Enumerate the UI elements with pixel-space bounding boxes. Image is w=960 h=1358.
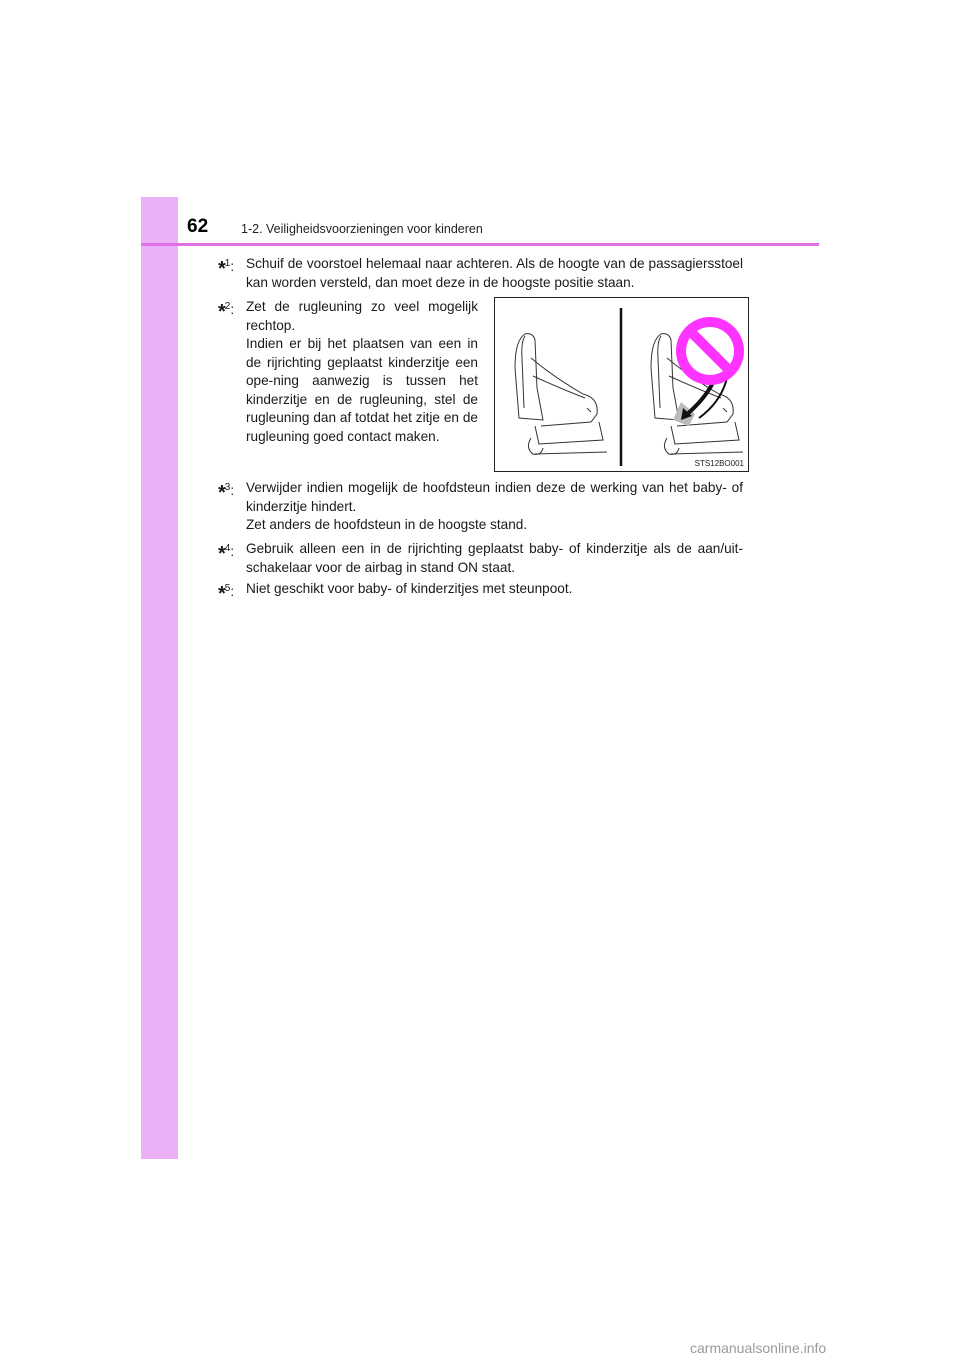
watermark: carmanualsonline.info [690, 1340, 827, 1356]
footnote-text: Zet de rugleuning zo veel mogelijk rechtop. [246, 299, 478, 333]
seat-illustration [494, 297, 749, 472]
footnote-text: Gebruik alleen een in de rijrichting geplaatst baby- of kinderzitje als de aan/uit-schakelaar voor de airbag in stand ON staat. [246, 541, 743, 575]
footnote-marker: *$^3$: [218, 482, 235, 504]
footnote-1 [218, 255, 743, 292]
footnote-3 [218, 479, 743, 535]
footnote-marker: *$^1$: [218, 258, 235, 280]
footnote-2 [218, 298, 478, 446]
page-number: 62 [187, 216, 209, 237]
footnote-text: Indien er bij het plaatsen van een in de rijrichting geplaatst kinderzitje een ope-ning aanwezig is tussen het kinderzitje en de rugleuning, stel de rugleuning dan af totdat het zitje en de rugleuning goed contact maken. [246, 336, 478, 444]
footnote-5 [218, 580, 743, 605]
section-title: 1-2. Veiligheidsvoorzieningen voor kinderen [241, 222, 483, 236]
footnote-marker: *$^4$: [218, 543, 235, 565]
prohibition-icon [676, 317, 744, 385]
footnote-text: Verwijder indien mogelijk de hoofdsteun indien deze de werking van het baby- of kinderzitje hindert. [246, 480, 743, 514]
figure-code: STS12BO001 [694, 459, 744, 468]
upright-seat-icon [515, 334, 607, 455]
footnote-4 [218, 540, 743, 577]
header-divider [141, 243, 819, 246]
chapter-side-tab [141, 197, 178, 1159]
footnote-text: Niet geschikt voor baby- of kinderzitjes met steunpoot. [246, 581, 573, 596]
footnote-text: Schuif de voorstoel helemaal naar achteren. Als de hoogte van de passagiersstoel kan worden versteld, dan moet deze in de hoogste positie staan. [246, 256, 743, 290]
seat-comparison-drawing [495, 298, 750, 473]
footnote-marker: *$^2$: [218, 301, 235, 323]
footnote-text: Zet anders de hoofdsteun in de hoogste stand. [246, 517, 528, 532]
footnote-marker: *$^5$: [218, 583, 235, 605]
